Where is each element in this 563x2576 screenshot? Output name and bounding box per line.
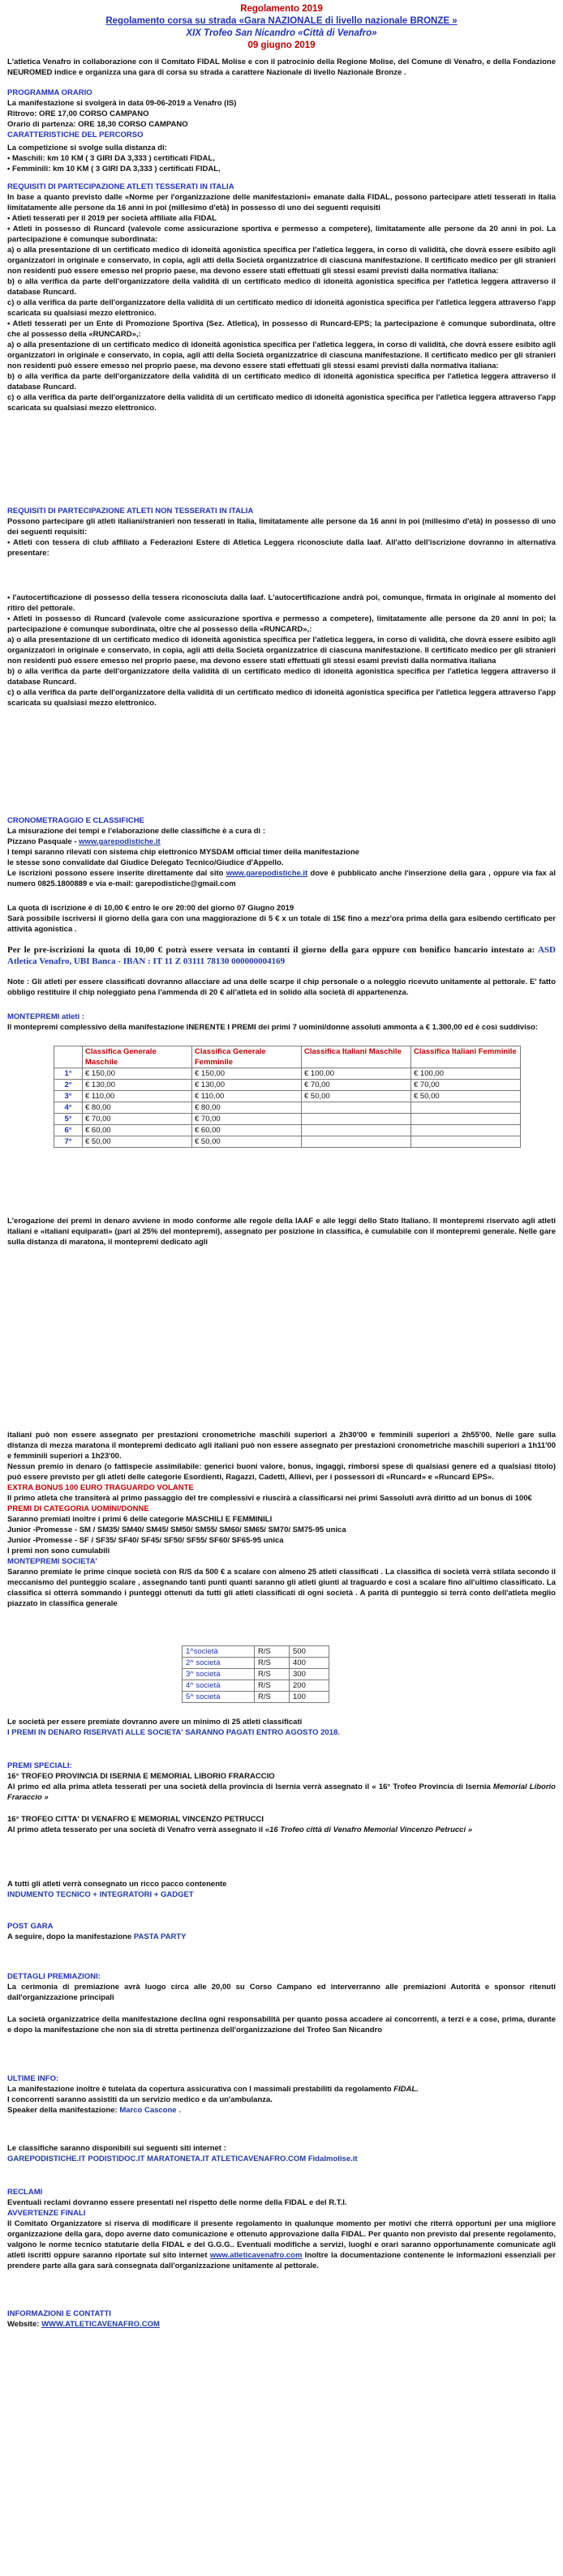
tesserati-p7: • Atleti tesserati per un Ente di Promozione Sportiva (Sez. Atletica), in possesso di Runcard-EPS; la partecipazione è comunque subordinata, oltre che al possesso della «RUNCARD»,: (7, 319, 556, 339)
prize-row (54, 1102, 521, 1114)
trofeo-venafro-desc: Al primo atleta tesserato per una società di Venafro verrà assegnato il « (7, 1825, 270, 1834)
prize-cell: € 80,00 (192, 1102, 302, 1114)
timer-name: Pizzano Pasquale - (7, 837, 80, 846)
post-heading: POST GARA (7, 1922, 54, 1931)
preiscrizioni-text: Per le pre-iscrizioni la quota di 10,00 € potrà essere versata in contanti il giorno della gara oppure con bonifico bancario intestato a: (7, 945, 538, 955)
bonus-heading: EXTRA BONUS 100 EURO TRAGUARDO VOLANTE (7, 1483, 194, 1492)
page2-p1: italiani può non essere assegnato per prestazioni cronometriche maschili superiori a 2h30'00 e femminili superiori a 2h55'00. Nelle gare sulla distanza di mezza maratona il montepremi dedicato agli italiani può non essere assegnato per prestazioni cronometriche maschili superiori a 1h11'00 e femminili superiori a 1h23'00. (7, 1431, 556, 1461)
speciali-heading: PREMI SPECIALI: (7, 1761, 72, 1770)
prize-rank: 7° (54, 1136, 83, 1148)
programma-heading: PROGRAMMA ORARIO (7, 88, 92, 97)
tesserati-heading: REQUISITI DI PARTECIPAZIONE ATLETI TESSERATI IN ITALIA (7, 182, 234, 191)
nontesserati-p1: Possono partecipare gli atleti italiani/stranieri non tesserati in Italia, limitatamente alle persone da 16 anni in poi (millesimo d'età) in possesso di uno dei seguenti requisiti: (7, 517, 556, 537)
societa-rs: R/S (255, 1680, 290, 1692)
tesserati-p6: c) o alla verifica da parte dell'organizzatore della validità di un certificato medico di idoneità agonistica specifica per l'atletica leggera attraverso l'app scaricata su qualsiasi mezzo elettronico. (7, 298, 556, 318)
cronometraggio-l3: I tempi saranno rilevati con sistema chip elettronico MYSDAM official timer della manifestazione (7, 848, 359, 857)
nontesserati-p4: • Atleti in possesso di Runcard (valevole come assicurazione sportiva e permesso a competere), limitatamente alle persone da 20 anni in poi; la partecipazione è comunque subordinata, oltre che al possesso della «RUNCARD»,: (7, 614, 556, 634)
quota-l1: La quota di iscrizione è di 10,00 € entro le ore 20:00 del giorno 07 Giugno 2019 (7, 904, 294, 913)
societa-row (183, 1658, 329, 1669)
prize-row (54, 1125, 521, 1136)
prize-cell (411, 1125, 521, 1136)
prize-cell (302, 1102, 411, 1114)
post-l1 (7, 1932, 556, 1942)
societa-name: 1^società (183, 1646, 255, 1658)
prize-cell: € 70,00 (192, 1114, 302, 1125)
percorso-heading: CARATTERISTICHE DEL PERCORSO (7, 131, 144, 139)
cronometraggio-l2 (7, 837, 556, 847)
tesserati-p2: • Atleti tesserati per il 2019 per società affiliate alla FIDAL (7, 214, 217, 223)
post-section (7, 1921, 556, 1942)
societa-text: Saranno premiate le prime cinque società con R/S da 500 € a scalare con almeno 25 atleti classificati . La classifica di società verrà stilata secondo il meccanismo del punteggio scalare , assegnando tanti punti quanti saranno gli atleti giunti al traguardo e così a scalare fino all'ultimo classificato. La classifica si otterrà sommando i punteggi ottenuti da tutti gli atleti classificati di ogni società . A parità di punteggio si terrà conto dell'atleta meglio piazzato in classifica generale (7, 1568, 556, 1608)
prize-rank: 3° (54, 1091, 83, 1102)
tesserati-p4: a) o alla presentazione di un certificato medico di idoneità agonistica specifica per l'atletica leggera, in corso di validità, che dovrà essere esibito agli organizzatori in originale e conservato, in copia, agli atti della Società organizzatrice di ciascuna manifestazione. Il certificato medico per gli stranieri non residenti può essere emesso nel proprio paese, ma devono essere stati effettuati gli stessi esami previsti dalla normativa italiana: (7, 246, 556, 276)
prize-cell (302, 1114, 411, 1125)
tesserati-p9: b) o alla verifica da parte dell'organizzatore della validità di un certificato medico di idoneità agonistica specifica per l'atletica leggera attraverso il database Runcard. (7, 372, 556, 392)
montepremi-after: L'erogazione dei premi in denaro avviene in modo conforme alle regole della IAAF e alle leggi dello Stato Italiano. Il montepremi riservato agli atleti italiani e «italiani equiparati» (pari al 25% del montepremi), assegnato per posizione in classifica, è cumulabile con il montepremi generale. Nelle gare sulla distanza di maratona, il montepremi dedicato agli (7, 1217, 556, 1247)
prize-cell (411, 1114, 521, 1125)
pacco-l2: INDUMENTO TECNICO + INTEGRATORI + GADGET (7, 1890, 194, 1899)
info-heading: INFORMAZIONI E CONTATTI (7, 2309, 111, 2318)
page2-section (7, 1430, 556, 1609)
info-website (7, 2319, 556, 2330)
dettagli-p2: La società organizzatrice della manifestazione declina ogni responsabilità per quanto possa accadere ai concorrenti, a terzi e a cose, prima, durante e dopo la manifestazione che non sia di stretta pertinenza dell'organizzazione del Trofeo San Nicandro (7, 2015, 556, 2035)
quota-note: Note : Gli atleti per essere classificati dovranno allacciare ad una delle scarpe il chip personale o a noleggio ricevuto unitamente al pettorale. E' fatto obbligo restituire il chip noleggiato pena l'ammenda di 20 € all'atleta ed in solido alla società di appartenenza. (7, 978, 556, 997)
prize-cell (411, 1102, 521, 1114)
prize-row (54, 1068, 521, 1080)
garepodistiche-link[interactable]: www.garepodistiche.it (79, 837, 161, 846)
avvertenze-heading: AVVERTENZE FINALI (7, 2209, 86, 2218)
prize-cell: € 130,00 (83, 1080, 192, 1091)
trofeo-venafro-title: 16° TROFEO CITTA' DI VENAFRO E MEMORIAL VINCENZO PETRUCCI (7, 1815, 264, 1824)
prize-cell: € 50,00 (192, 1136, 302, 1148)
prize-rank: 2° (54, 1080, 83, 1091)
prize-cell: € 150,00 (192, 1068, 302, 1080)
iban-text: ASD Atletica Venafro, UBI Banca - IBAN : IT 11 Z 03111 78130 000000004169 (7, 945, 556, 966)
trofeo-venafro-memorial: 16 Trofeo città di Venafro Memorial Vincenzo Petrucci » (269, 1825, 473, 1834)
prize-cell (411, 1136, 521, 1148)
percorso-distanza: La competizione si svolge sulla distanza di: (7, 143, 167, 152)
garepodistiche-link-2[interactable]: www.garepodistiche.it (226, 869, 308, 878)
prize-cell (302, 1136, 411, 1148)
tesserati-p8: a) o alla presentazione di un certificato medico di idoneità agonistica specifica per l'atletica leggera, in corso di validità, che dovrà essere esibito agli organizzatori in originale e conservato, in copia, agli atti della Società organizzatrice di ciascuna manifestazione. Il certificato medico per gli stranieri non residenti può essere emesso nel proprio paese, ma devono essere stati effettuati gli stessi esami previsti dalla normativa italiana: (7, 340, 556, 370)
prize-cell: € 60,00 (192, 1125, 302, 1136)
societa-heading: MONTEPREMI SOCIETA' (7, 1557, 97, 1566)
societa-name: 5^ società (183, 1692, 255, 1703)
dettagli-p1: La cerimonia di premiazione avrà luogo circa alle 20,00 su Corso Campano ed interverranno alle premiazioni Autorità e sponsor ritenuti dall'organizzazione principali (7, 1983, 556, 2002)
info-section (7, 2309, 556, 2330)
societa-val: 400 (290, 1658, 329, 1669)
cronometraggio-heading: CRONOMETRAGGIO E CLASSIFICHE (7, 816, 144, 825)
trofeo-isernia-desc: Al primo ed alla prima atleta tesserati per una società della provincia di Isernia verrà assegnato il « 16° Trofeo Provincia di Isernia (7, 1782, 493, 1791)
societa-name: 4^ società (183, 1680, 255, 1692)
atleticavenafro-link[interactable]: www.atleticavenafro.com (209, 2251, 303, 2260)
fidal-text: FIDAL. (393, 2085, 419, 2094)
prize-row (54, 1091, 521, 1102)
cronometraggio-l5 (7, 868, 556, 889)
societa-min: Le società per essere premiate dovranno avere un minimo di 25 atleti classificati (7, 1718, 303, 1727)
prize-row (54, 1136, 521, 1148)
programma-section (7, 88, 556, 174)
pacco-section (7, 1879, 556, 1900)
prize-col-header: Classifica Italiani Femminile (411, 1046, 521, 1068)
montepremi-heading: MONTEPREMI atleti : (7, 1012, 85, 1021)
societa-rs: R/S (255, 1692, 290, 1703)
trofeo-isernia-text (7, 1782, 556, 1803)
prize-row (54, 1080, 521, 1091)
bonus-text: Il primo atleta che transiterà al primo passaggio del tre complessivi e riuscirà a classificarsi nei primi Sassoluti avrà diritto ad un bonus di 100€ (7, 1494, 532, 1503)
societa-table (182, 1645, 329, 1703)
prize-cell: € 110,00 (192, 1091, 302, 1102)
societa-rs: R/S (255, 1658, 290, 1669)
categoria-l1: Saranno premiati inoltre i primi 6 delle categorie MASCHILI E FEMMINILI (7, 1515, 273, 1524)
prize-col-rank (54, 1046, 83, 1068)
societa-val: 300 (290, 1669, 329, 1680)
avvertenze-text-2: Inoltre la documentazione contenente le informazioni essenziali per prendere parte alla gara sarà consegnata dall'organizzazione unitamente al pettorale. (7, 2251, 556, 2270)
societa-rs: R/S (255, 1669, 290, 1680)
prize-cell: € 50,00 (411, 1091, 521, 1102)
societa-table-wrap (182, 1645, 329, 1703)
categoria-l2: Junior -Promesse - SM / SM35/ SM40/ SM45/ SM50/ SM55/ SM60/ SM65/ SM70/ SM75-95 unica (7, 1525, 346, 1534)
societa-row (183, 1692, 329, 1703)
nontesserati-p6: b) o alla verifica da parte dell'organizzatore della validità di un certificato medico di idoneità agonistica specifica per l'atletica leggera attraverso il database Runcard. (7, 667, 556, 687)
programma-date: La manifestazione si svolgerà in data 09-06-2019 a Venafro (IS) (7, 99, 237, 108)
avvertenze-p (7, 2219, 556, 2271)
reclami-p1: Eventuali reclami dovranno essere presentati nel rispetto delle norme della FIDAL e del R.T.I. (7, 2198, 347, 2207)
speaker-name: Marco Cascone . (119, 2106, 181, 2115)
prize-cell: € 70,00 (411, 1080, 521, 1091)
tesserati-p1: In base a quanto previsto dalle «Norme per l'organizzazione delle manifestazioni» emanate dalla FIDAL, possono partecipare atleti tesserati in Italia limitatamente alle persone da 16 anni in poi (millesimo d'età) in possesso di uno dei seguenti requisiti (7, 193, 556, 212)
societa-val: 500 (290, 1646, 329, 1658)
prize-col-header: Classifica Generale Maschile (83, 1046, 192, 1068)
iscrizioni-text: Le iscrizioni possono essere inserite direttamente dal sito (7, 869, 226, 878)
prize-rank: 6° (54, 1125, 83, 1136)
prize-col-header: Classifica Italiani Maschile (302, 1046, 411, 1068)
prize-col-header: Classifica Generale Femminile (192, 1046, 302, 1068)
ultime-l3 (7, 2105, 556, 2116)
prize-rank: 4° (54, 1102, 83, 1114)
quota-l2: Sarà possibile iscriversi il giorno della gara con una maggiorazione di 5 € x un totale di 15€ fino a mezz'ora prima della gara esibendo certificato per attività agonistica . (7, 914, 556, 934)
assicurazione-text: La manifestazione inoltre è tutelata da copertura assicurativa con I massimali prestabiliti da regolamento (7, 2085, 394, 2094)
nontesserati-p7: c) o alla verifica da parte dell'organizzatore della validità di un certificato medico di idoneità agonistica specifica per l'atletica leggera attraverso l'app scaricata su qualsiasi mezzo elettronico. (7, 688, 556, 708)
speaker-label: Speaker della manifestazione: (7, 2106, 120, 2115)
nontesserati-p5: a) o alla presentazione di un certificato medico di idoneità agonistica specifica per l'atletica leggera, in corso di validità, che dovrà essere esibito agli organizzatori in originale e conservato, in copia, agli atti della Società organizzatrice di ciascuna manifestazione. Il certificato medico per gli stranieri non residenti può essere emesso nel proprio paese, ma devono essere stati effettuati gli stessi esami previsti dalla normativa italiana (7, 635, 556, 665)
societa-row (183, 1680, 329, 1692)
prize-row (54, 1114, 521, 1125)
pacco-l1: A tutti gli atleti verrà consegnato un ricco pacco contenente (7, 1880, 227, 1889)
montepremi-intro: Il montepremi complessivo della manifestazione INERENTE I PREMI dei primi 7 uomini/donne assoluti ammonta a € 1.300,00 ed è così suddiviso: (7, 1023, 539, 1032)
quota-section (7, 903, 556, 998)
dettagli-heading: DETTAGLI PREMIAZIONI: (7, 1972, 101, 1981)
siti-l1: Le classifiche saranno disponibili sui seguenti siti internet : (7, 2144, 226, 2153)
societa-val: 100 (290, 1692, 329, 1703)
categoria-l3: Junior -Promesse - SF / SF35/ SF40/ SF45/ SF50/ SF55/ SF60/ SF65-95 unica (7, 1536, 284, 1545)
tesserati-section (7, 182, 556, 413)
prize-cell: € 80,00 (83, 1102, 192, 1114)
pasta-party: PASTA PARTY (133, 1932, 187, 1941)
cronometraggio-section (7, 815, 556, 889)
nontesserati-p2: • Atleti con tessera di club affiliato a Federazioni Estere di Atletica Leggera riconosciute dalla Iaaf. All'atto dell'iscrizione dovranno in alternativa presentare: (7, 538, 556, 558)
tesserati-p10: c) o alla verifica da parte dell'organizzatore della validità di un certificato medico di idoneità agonistica specifica per l'atletica leggera attraverso l'app scaricata su qualsiasi mezzo elettronico. (7, 393, 556, 413)
trofeo-venafro-text (7, 1825, 556, 1835)
societa-after (7, 1717, 556, 1738)
prize-cell: € 130,00 (192, 1080, 302, 1091)
ultime-l1 (7, 2084, 556, 2095)
montepremi-section (7, 1012, 556, 1033)
iscrizioni-text-2: dove è pubblicato anche l'inserzione della gara , oppure via fax al numero 0825.1800889 e via e-mail: garepodistiche@gmail.com (7, 869, 557, 888)
prize-cell: € 70,00 (83, 1114, 192, 1125)
societa-rs: R/S (255, 1646, 290, 1658)
ultime-section (7, 2073, 556, 2116)
societa-name: 2^ società (183, 1658, 255, 1669)
prize-rank: 5° (54, 1114, 83, 1125)
cronometraggio-l4: le stesse sono convalidate dal Giudice Delegato Tecnico/Giudice d'Appello. (7, 858, 284, 867)
website-link[interactable]: WWW.ATLETICAVENAFRO.COM (41, 2320, 160, 2329)
prize-cell: € 150,00 (83, 1068, 192, 1080)
percorso-maschili: • Maschili: km 10 KM ( 3 GIRI DA 3,333 ) certificati FIDAL, (7, 154, 215, 163)
reclami-heading: RECLAMI (7, 2188, 43, 2197)
cronometraggio-l1: La misurazione dei tempi e l'elaborazione delle classifiche è a cura di : (7, 827, 265, 836)
website-label: Website: (7, 2320, 42, 2329)
header-trophy: XIX Trofeo San Nicandro «Città di Venafro» (186, 28, 377, 38)
preiscrizioni (7, 944, 556, 967)
societa-val: 200 (290, 1680, 329, 1692)
nontesserati-heading: REQUISITI DI PARTECIPAZIONE ATLETI NON TESSERATI IN ITALIA (7, 507, 254, 516)
societa-row (183, 1646, 329, 1658)
tesserati-p5: b) o alla verifica da parte dell'organizzatore della validità di un certificato medico di idoneità agonistica specifica per l'atletica leggera attraverso il database Runcard. (7, 277, 556, 297)
page2-p2: Nessun premio in denaro (o fattispecie assimilabile: generici buoni valore, bonus, ingaggi, rimborsi spese di qualsiasi genere ed a qualsiasi titolo) può essere previsto per gli atleti delle categorie Esordienti, Ragazzi, Cadetti, Allievi, per i possessori di «Runcard» e «Runcard EPS». (7, 1462, 556, 1482)
societa-pagamento: I PREMI IN DENARO RISERVATI ALLE SOCIETA' SARANNO PAGATI ENTRO AGOSTO 2018. (7, 1728, 340, 1737)
speciali-section (7, 1761, 556, 1835)
post-text: A seguire, dopo la manifestazione (7, 1932, 134, 1941)
header-year: Regolamento 2019 (240, 4, 323, 14)
reclami-section (7, 2187, 556, 2271)
societa-name: 3^ società (183, 1669, 255, 1680)
prize-cell: € 50,00 (302, 1091, 411, 1102)
prize-table-wrap (54, 1046, 521, 1148)
categoria-l4: I premi non sono cumulabili (7, 1547, 110, 1555)
trofeo-isernia-title: 16° TROFEO PROVINCIA DI ISERNIA E MEMORIAL LIBORIO FRARACCIO (7, 1772, 275, 1781)
dettagli-section (7, 1971, 556, 2035)
intro-paragraph: L'atletica Venafro in collaborazione con il Comitato FIDAL Molise e con il patrocinio della Regione Molise, del Comune di Venafro, e della Fondazione NEUROMED indice e organizza una gara di corsa su strada a carattere Nazionale di livello Nazionale Bronze . (7, 58, 556, 77)
prize-cell: € 60,00 (83, 1125, 192, 1136)
prize-cell: € 100,00 (302, 1068, 411, 1080)
prize-table (54, 1046, 521, 1148)
avvertenze-text: Il Comitato Organizzatore si riserva di modificare il presente regolamento in qualunque momento per motivi che riterrà opportuni per una migliore organizzazione della gara, dopo averne dato comunicazione e ottenuto approvazione dalla FIDAL. Per quanto non previsto dal presente regolamento, valgono le norme tecnico statutarie della FIDAL e del G.G.G.. Eventuali modifiche a servizi, luoghi e orari saranno opportunamente comunicate agli atleti iscritti oppure saranno riportate sul sito internet (7, 2219, 556, 2260)
prize-cell: € 100,00 (411, 1068, 521, 1080)
prize-cell: € 70,00 (302, 1080, 411, 1091)
tesserati-p3: • Atleti in possesso di Runcard (valevole come assicurazione sportiva e permesso a competere), limitatamente alle persone da 20 anni in poi. La partecipazione è comunque subordinata: (7, 225, 556, 244)
siti-section (7, 2143, 556, 2164)
prize-cell: € 50,00 (83, 1136, 192, 1148)
societa-row (183, 1669, 329, 1680)
programma-ritrovo: Ritrovo: ORE 17,00 CORSO CAMPANO (7, 109, 149, 118)
document-header (7, 3, 556, 52)
nontesserati-section (7, 506, 556, 708)
categoria-heading: PREMI DI CATEGORIA UOMINI/DONNE (7, 1504, 149, 1513)
percorso-femminili: • Femminili: km 10 KM ( 3 GIRI DA 3,333 ) certificati FIDAL, (7, 165, 221, 173)
header-date: 09 giugno 2019 (247, 41, 316, 50)
trofeo-isernia-memorial: Memorial Liborio Fraraccio » (7, 1782, 556, 1802)
header-race-title: Regolamento corsa su strada «Gara NAZIONALE di livello nazionale BRONZE » (105, 16, 458, 26)
ultime-l2: I concorrenti saranno assistiti da un servizio medico e da un'ambulanza. (7, 2095, 273, 2104)
siti-list: GAREPODISTICHE.IT PODISTIDOC.IT MARATONETA.IT ATLETICAVENAFRO.COM Fidalmolise.it (7, 2155, 358, 2163)
nontesserati-p3: • l'autocertificazione di possesso della tessera riconosciuta dalla Iaaf. L'autocertificazione andrà poi, comunque, firmata in originale al momento del ritiro del pettorale. (7, 593, 556, 613)
ultime-heading: ULTIME INFO: (7, 2074, 59, 2083)
prize-cell: € 110,00 (83, 1091, 192, 1102)
prize-cell (302, 1125, 411, 1136)
prize-rank: 1° (54, 1068, 83, 1080)
programma-partenza: Orario di partenza: ORE 18,30 CORSO CAMPANO (7, 120, 188, 129)
